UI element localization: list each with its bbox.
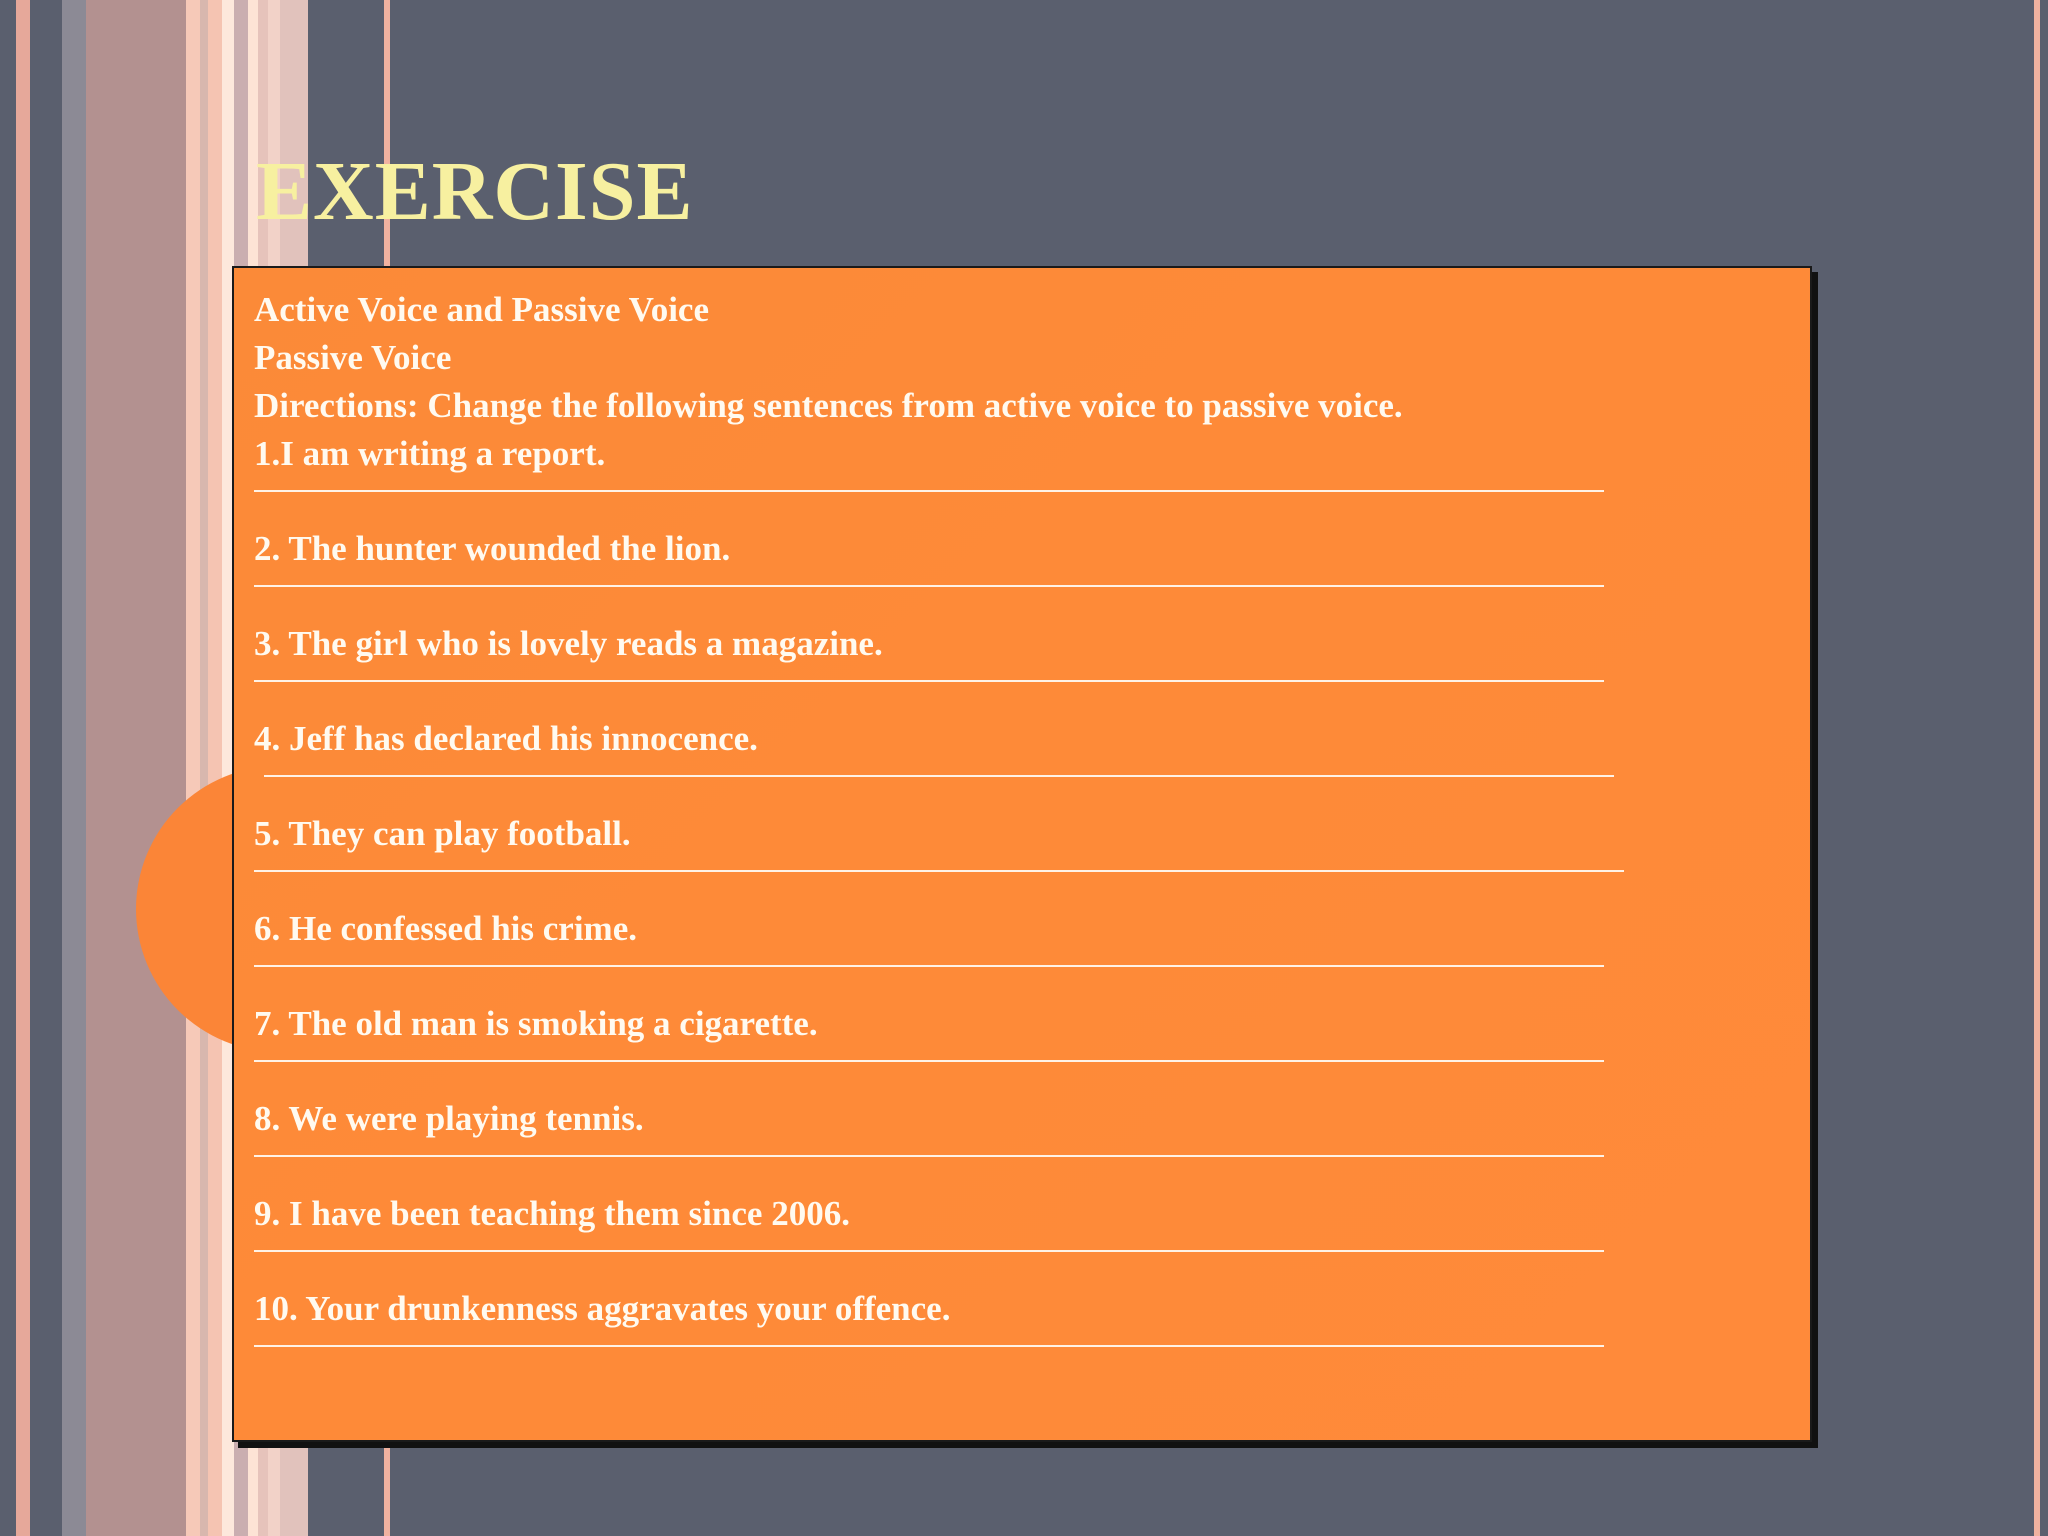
question-text: 10. Your drunkenness aggravates your offence. (254, 1289, 951, 1328)
decorative-stripe (16, 0, 30, 1536)
decorative-stripe (186, 0, 200, 1536)
question-item (254, 620, 1810, 715)
question-item (254, 810, 1810, 905)
answer-line (254, 585, 1604, 587)
answer-line (254, 490, 1604, 492)
question-text: 4. Jeff has declared his innocence. (254, 719, 758, 758)
answer-line (254, 1250, 1604, 1252)
question-item (254, 1095, 1810, 1190)
question-text: 5. They can play football. (254, 814, 631, 853)
decorative-stripe (86, 0, 186, 1536)
decorative-stripe (62, 0, 86, 1536)
question-text: 9. I have been teaching them since 2006. (254, 1194, 850, 1233)
question-text: 6. He confessed his crime. (254, 909, 637, 948)
topic-heading: Active Voice and Passive Voice (254, 290, 709, 329)
question-text: 3. The girl who is lovely reads a magazine. (254, 624, 883, 663)
question-item (254, 430, 1810, 525)
answer-line (254, 965, 1604, 967)
answer-line (254, 870, 1624, 872)
question-item (254, 1190, 1810, 1285)
directions-text: Directions: Change the following sentences from active voice to passive voice. (254, 386, 1403, 425)
answer-line (254, 680, 1604, 682)
question-text: 2. The hunter wounded the lion. (254, 529, 731, 568)
answer-line (254, 1345, 1604, 1347)
question-item (254, 525, 1810, 620)
answer-line (264, 775, 1614, 777)
decorative-stripe (208, 0, 222, 1536)
question-text: 8. We were playing tennis. (254, 1099, 644, 1138)
question-text: 1.I am writing a report. (254, 434, 606, 473)
question-item (254, 715, 1810, 810)
question-item (254, 1285, 1810, 1380)
answer-line (254, 1060, 1604, 1062)
exercise-panel (232, 266, 1812, 1442)
decorative-stripe (200, 0, 208, 1536)
answer-line (254, 1155, 1604, 1157)
question-text: 7. The old man is smoking a cigarette. (254, 1004, 818, 1043)
slide-title: EXERCISE (256, 145, 694, 238)
question-item (254, 1000, 1810, 1095)
question-item (254, 905, 1810, 1000)
subtopic-heading: Passive Voice (254, 338, 452, 377)
decorative-stripe (2034, 0, 2040, 1536)
